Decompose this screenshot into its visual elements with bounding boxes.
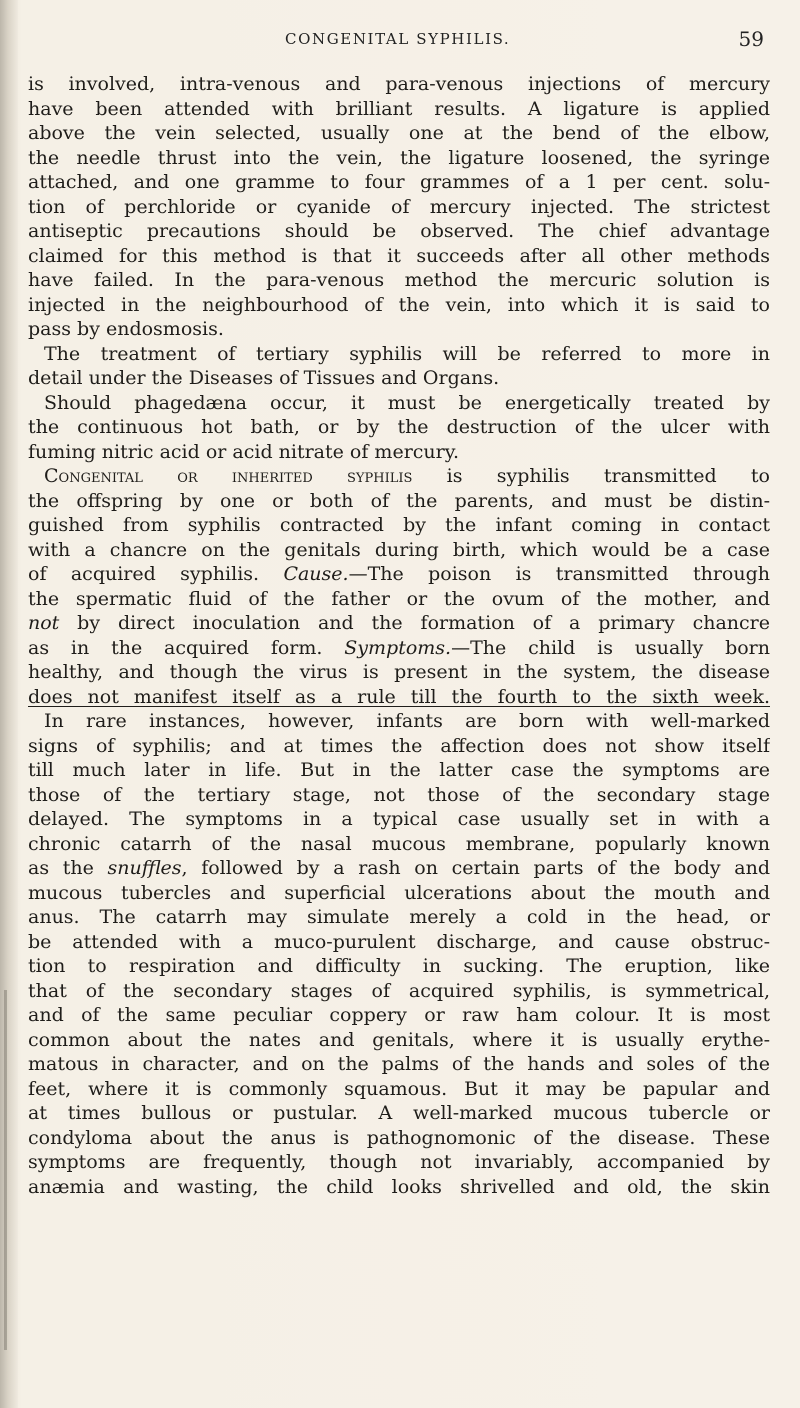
text-line: In rare instances, however, infants are born with well-marked xyxy=(44,710,770,732)
symptoms-label: Symptoms. xyxy=(344,636,452,659)
text-line: claimed for this method is that it succeeds after all other methods xyxy=(28,244,770,267)
section-term-rest: is syphilis transmitted to xyxy=(446,465,770,487)
binding-shadow xyxy=(0,0,18,1408)
body-text xyxy=(28,72,770,1199)
text-line: the spermatic fluid of the father or the ovum of the mother, and xyxy=(28,587,770,610)
text-line-not xyxy=(28,611,770,636)
page-number: 59 xyxy=(738,27,764,51)
text-line: condyloma about the anus is pathognomonic of the disease. These xyxy=(28,1126,770,1149)
text-line: guished from syphilis contracted by the infant coming in contact xyxy=(28,514,770,536)
text-line: The treatment of tertiary syphilis will be referred to more in xyxy=(44,342,770,365)
text-line-cause xyxy=(28,562,770,587)
text-line: Should phagedæna occur, it must be energetically treated by xyxy=(44,391,770,414)
text-line: is involved, intra-venous and para-venous injections of mercury xyxy=(28,73,770,95)
text-line: fuming nitric acid or acid nitrate of mercury. xyxy=(28,440,459,463)
text-line: be attended with a muco-purulent discharge, and cause obstruc- xyxy=(28,930,770,953)
text-line: chronic catarrh of the nasal mucous membrane, popularly known xyxy=(28,832,770,855)
text-fragment: , followed by a rash on certain parts of the body and xyxy=(181,857,770,879)
text-line: the needle thrust into the vein, the ligature loosened, the syringe xyxy=(28,146,770,169)
text-line: anæmia and wasting, the child looks shrivelled and old, the skin xyxy=(28,1175,770,1198)
text-line-snuffles xyxy=(28,856,770,881)
text-line: mucous tubercles and superficial ulcerations about the mouth and xyxy=(28,881,770,904)
text-line: the continuous hot bath, or by the destruction of the ulcer with xyxy=(28,416,770,438)
text-line: signs of syphilis; and at times the affection does not show itself xyxy=(28,734,770,757)
text-fragment: —The child is usually born xyxy=(451,636,770,659)
text-fragment: as the xyxy=(28,857,108,879)
text-line: have failed. In the para-venous method the mercuric solution is xyxy=(28,269,770,291)
text-line: symptoms are frequently, though not invariably, accompanied by xyxy=(28,1151,770,1173)
page-edge-mark xyxy=(4,990,7,1350)
text-line-congenital xyxy=(28,464,770,489)
text-fragment: of acquired syphilis. xyxy=(28,563,284,585)
running-head: CONGENITAL SYPHILIS. xyxy=(285,30,511,48)
text-line: at times bullous or pustular. A well-marked mucous tubercle or xyxy=(28,1102,770,1124)
cause-label: Cause. xyxy=(283,563,349,585)
text-line: till much later in life. But in the latter case the symptoms are xyxy=(28,759,770,781)
text-line-underlined: does not manifest itself as a rule till the fourth to the sixth week. xyxy=(28,685,770,708)
text-line: and of the same peculiar coppery or raw ham colour. It is most xyxy=(28,1004,770,1026)
text-line: common about the nates and genitals, where it is usually erythe- xyxy=(28,1028,770,1051)
text-line: matous in character, and on the palms of the hands and soles of the xyxy=(28,1053,770,1075)
snuffles-term: snuffles xyxy=(107,857,182,879)
text-line: tion to respiration and difficulty in sucking. The eruption, like xyxy=(28,955,770,977)
text-line: have been attended with brilliant results. A ligature is applied xyxy=(28,97,770,120)
page-header xyxy=(0,16,800,56)
text-line: detail under the Diseases of Tissues and Organs. xyxy=(28,367,500,389)
text-line: tion of perchloride or cyanide of mercury injected. The strictest xyxy=(28,195,770,218)
text-line: attached, and one gramme to four grammes of a 1 per cent. solu- xyxy=(28,171,770,193)
text-line: antiseptic precautions should be observed. The chief advantage xyxy=(28,220,770,242)
section-term: Congenital or inherited syphilis xyxy=(44,465,413,487)
text-line: healthy, and though the virus is present in the system, the disease xyxy=(28,661,770,683)
text-line: with a chancre on the genitals during birth, which would be a case xyxy=(28,538,770,561)
text-fragment: by direct inoculation and the formation of a primary chancre xyxy=(59,612,770,634)
text-line: that of the secondary stages of acquired syphilis, is symmetrical, xyxy=(28,979,770,1002)
text-line: above the vein selected, usually one at the bend of the elbow, xyxy=(28,122,770,144)
text-line: pass by endosmosis. xyxy=(28,318,224,340)
text-line-symptoms xyxy=(28,636,770,661)
text-fragment: as in the acquired form. xyxy=(28,636,345,659)
emphasis-not: not xyxy=(28,612,60,634)
text-fragment: —The poison is transmitted through xyxy=(348,563,770,585)
text-line: injected in the neighbourhood of the vein, into which it is said to xyxy=(28,293,770,316)
text-line: anus. The catarrh may simulate merely a cold in the head, or xyxy=(28,906,770,928)
text-line: feet, where it is commonly squamous. But it may be papular and xyxy=(28,1077,770,1100)
text-line: those of the tertiary stage, not those of the secondary stage xyxy=(28,783,770,806)
text-line: delayed. The symptoms in a typical case usually set in with a xyxy=(28,808,770,830)
text-line: the offspring by one or both of the parents, and must be distin- xyxy=(28,489,770,512)
